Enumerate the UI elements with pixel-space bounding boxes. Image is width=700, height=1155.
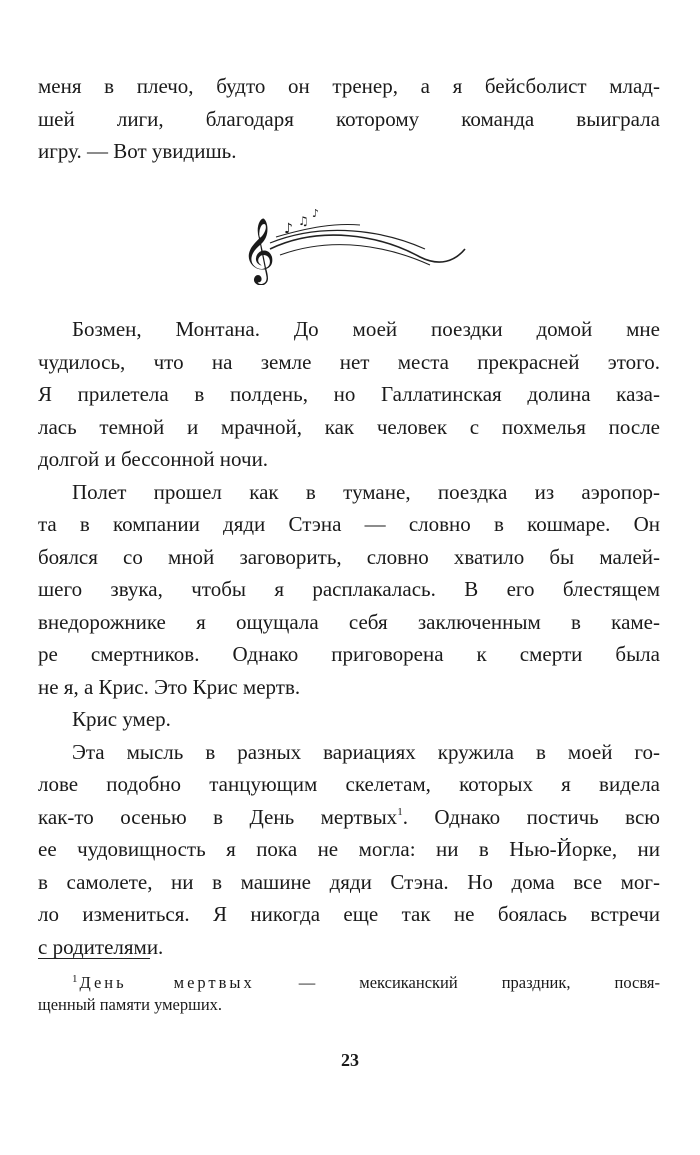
paragraph — [38, 476, 660, 704]
footnote-line — [38, 966, 660, 992]
text-line: Крис умер. — [72, 707, 171, 731]
text-line: чудилось, что на земле нет места прекрасней этого. — [38, 349, 660, 374]
footnote — [38, 966, 660, 1018]
text-line: ре смертников. Однако приговорена к смерти была — [38, 642, 660, 666]
text-line: не я, а Крис. Это Крис мертв. — [38, 674, 301, 699]
text-fragment: . Однако постичь всю — [402, 804, 660, 829]
footnote-divider — [38, 958, 150, 959]
text-line: шего звука, чтобы я расплакалась. В его блестящем — [38, 577, 660, 601]
text-line: долгой и бессонной ночи. — [38, 447, 269, 471]
text-line: ло измениться. Я никогда еще так не боялась встречи — [38, 902, 660, 926]
text-line-with-footnote — [38, 801, 660, 834]
svg-text:𝄞: 𝄞 — [242, 218, 276, 283]
main-text — [38, 313, 660, 963]
text-line: внедорожнике я ощущала себя заключенным в каме- — [38, 609, 660, 634]
text-line: ее чудовищность я пока не могла: ни в Нью-Йорке, ни — [38, 837, 660, 861]
svg-text:♪: ♪ — [284, 221, 293, 237]
text-line: лась темной и мрачной, как человек с похмелья после — [38, 414, 660, 439]
text-line: Я прилетела в полдень, но Галлатинская долина каза- — [38, 382, 660, 406]
text-line: шей лиги, благодаря которому команда выиграла — [38, 106, 660, 131]
footnote-text: — мексиканский праздник, посвя- — [254, 973, 660, 992]
page-number: 23 — [341, 1050, 359, 1070]
text-line: Полет прошел как в тумане, поездка из аэропор- — [72, 479, 660, 504]
footnote-term: День мертвых — [79, 973, 255, 992]
text-line: в самолете, ни в машине дяди Стэна. Но дома все мог- — [38, 869, 660, 894]
paragraph — [38, 736, 660, 964]
text-line: боялся со мной заговорить, словно хватило бы малей- — [38, 544, 660, 569]
svg-text:♫: ♫ — [298, 214, 309, 228]
continued-paragraph — [38, 70, 660, 168]
text-line: лове подобно танцующим скелетам, которых я видела — [38, 772, 660, 796]
paragraph — [38, 313, 660, 476]
footnote-reference[interactable]: 1 — [397, 805, 403, 818]
text-line: игру. — Вот увидишь. — [38, 139, 237, 163]
text-line: та в компании дяди Стэна — словно в кошмаре. Он — [38, 512, 660, 536]
treble-clef-icon — [240, 205, 470, 285]
text-line: меня в плечо, будто он тренер, а я бейсболист млад- — [38, 74, 660, 98]
svg-text:♪: ♪ — [312, 207, 320, 220]
text-line: с родителями. — [38, 934, 164, 959]
paragraph — [38, 703, 660, 736]
text-line: Эта мысль в разных вариациях кружила в моей го- — [72, 739, 660, 764]
text-fragment: как-то осенью в День мертвых — [38, 804, 398, 829]
footnote-line: щенный памяти умерших. — [38, 995, 223, 1014]
footnote-mark: 1 — [72, 973, 78, 985]
text-line: Бозмен, Монтана. До моей поездки домой мне — [72, 317, 660, 341]
